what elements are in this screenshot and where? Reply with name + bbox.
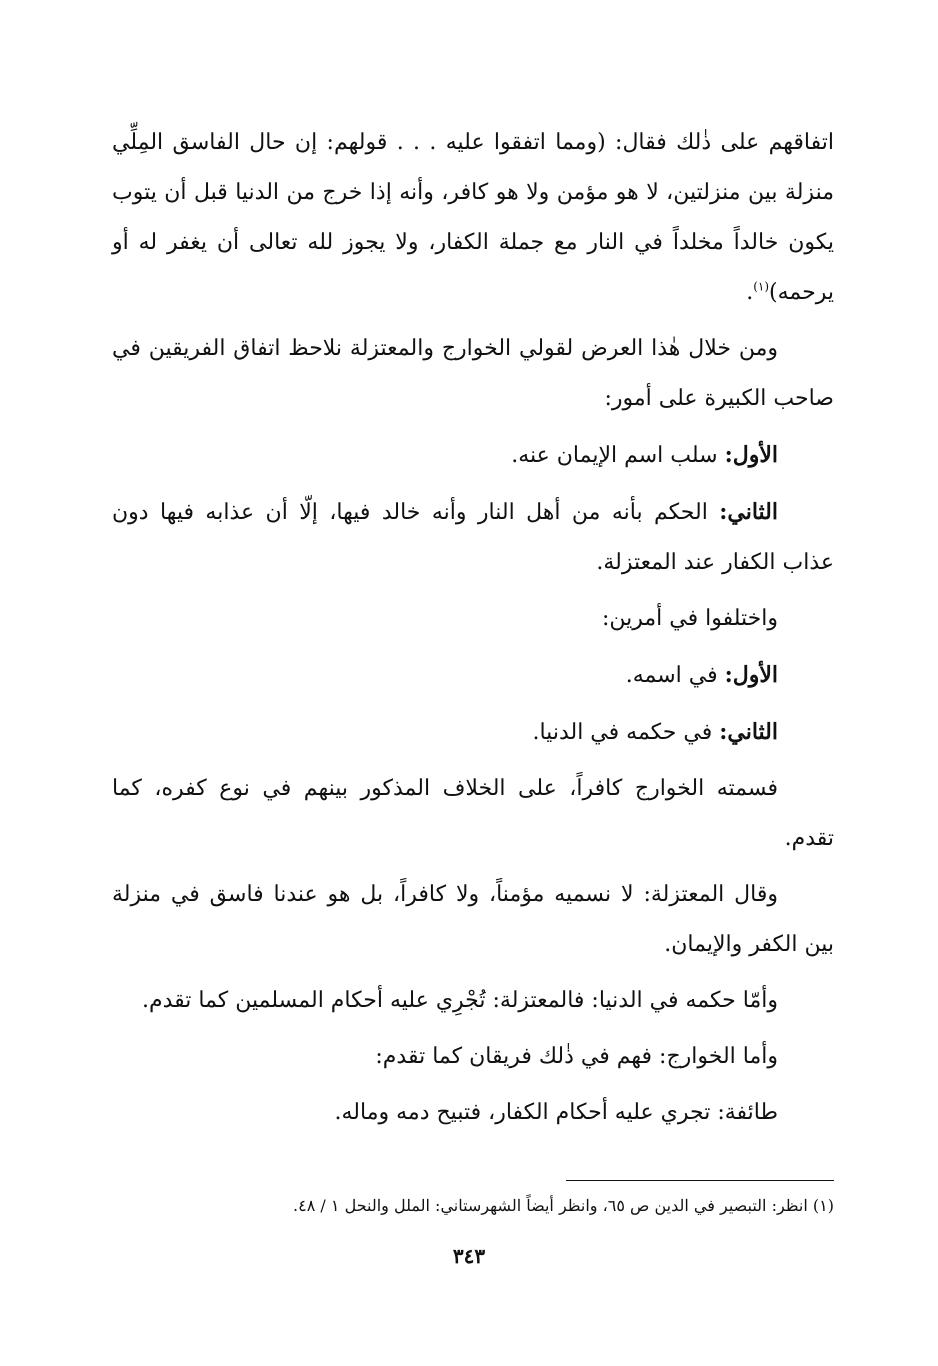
paragraph-3-text: سلب اسم الإيمان عنه.: [511, 443, 725, 468]
footnote: (١) انظر: التبصير في الدين ص ٦٥، وانظر أيضاً الشهرستاني: الملل والنحل ١ / ٤٨.: [293, 1196, 834, 1215]
paragraph-7-text: في حكمه في الدنيا.: [532, 720, 720, 745]
paragraph-4-text: الحكم بأنه من أهل النار وأنه خالد فيها، إلّا أن عذابه فيها دون عذاب الكفار عند المعتزلة.: [112, 500, 834, 575]
paragraph-12: طائفة: تجري عليه أحكام الكفار، فتبيح دمه وماله.: [334, 1100, 778, 1125]
first-label: الأول:: [724, 442, 778, 468]
second-label: الثاني:: [719, 499, 778, 525]
paragraph-3: [112, 430, 834, 481]
paragraph-1: [112, 118, 834, 318]
paragraph-8: فسمته الخوارج كافراً، على الخلاف المذكور بينهم في نوع كفره، كما تقدم.: [112, 776, 834, 851]
footnote-reference: (١): [753, 279, 770, 294]
paragraph-1-text: اتفاقهم على ذٰلك فقال: (ومما اتفقوا عليه . . . قولهم: إن حال الفاسق المِلِّي منزلة بين منزلتين، لا هو مؤمن ولا هو كافر، وأنه إذا خرج من الدنيا قبل أن يتوب يكون خالداً مخلداً في النار مع جملة الكفار، ولا يجوز لله تعالى أن يغفر له أو يرحمه): [112, 130, 834, 305]
paragraph-10: وأمّا حكمه في الدنيا: فالمعتزلة: تُجْرِي عليه أحكام المسلمين كما تقدم.: [141, 988, 778, 1013]
paragraph-6: [112, 650, 834, 701]
first-label-2: الأول:: [724, 662, 778, 688]
main-text: [112, 118, 834, 1144]
paragraph-2: ومن خلال هٰذا العرض لقولي الخوارج والمعتزلة نلاحظ اتفاق الفريقين في صاحب الكبيرة على أمور:: [112, 336, 834, 411]
paragraph-1-end: .: [746, 280, 754, 305]
paragraph-6-text: في اسمه.: [625, 663, 725, 688]
paragraph-7: [112, 707, 834, 758]
paragraph-11: وأما الخوارج: فهم في ذٰلك فريقان كما تقدم:: [375, 1044, 778, 1069]
paragraph-9: وقال المعتزلة: لا نسميه مؤمناً، ولا كافراً، بل هو عندنا فاسق في منزلة بين الكفر والإيمان.: [112, 882, 834, 957]
paragraph-5: واختلفوا في أمرين:: [601, 606, 778, 631]
second-label-2: الثاني:: [719, 719, 778, 745]
footnote-separator: [566, 1180, 834, 1181]
paragraph-4: [112, 487, 834, 588]
page-number: ٣٤٣: [452, 1244, 486, 1268]
